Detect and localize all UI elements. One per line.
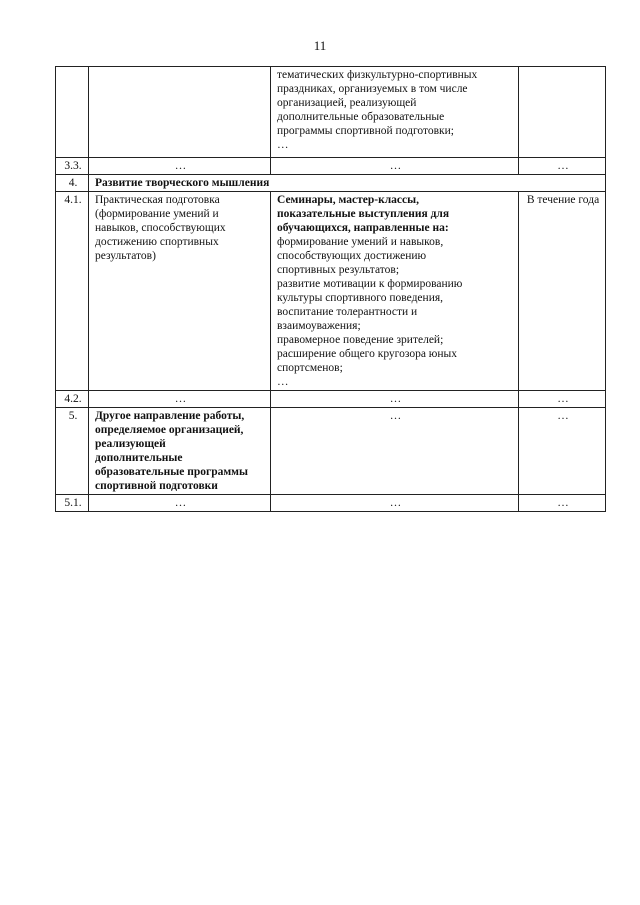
table-row-section-5: [56, 408, 606, 495]
direction-cell: [89, 67, 271, 158]
direction-cell: [89, 408, 271, 495]
page-number: 11: [313, 38, 327, 53]
forms-line: развитие мотивации к формированию: [277, 278, 463, 291]
table-row-4-2: [56, 391, 606, 408]
term-cell: В течение года: [519, 192, 606, 391]
row-number: 4.: [56, 175, 89, 192]
forms-cell: [271, 192, 519, 391]
row-number: 5.1.: [56, 495, 89, 512]
row-number: 4.2.: [56, 391, 89, 408]
direction-line: спортивной подготовки: [95, 480, 218, 493]
forms-line: формирование умений и навыков,: [277, 236, 444, 249]
forms-cell: …: [271, 391, 519, 408]
forms-line: правомерное поведение зрителей;: [277, 334, 444, 347]
direction-line: реализующей: [95, 438, 166, 451]
forms-line: культуры спортивного поведения,: [277, 292, 444, 305]
term-cell: …: [519, 391, 606, 408]
direction-line: определяемое организацией,: [95, 424, 244, 437]
table-row-5-1: [56, 495, 606, 512]
row-number: [56, 67, 89, 158]
direction-cell: …: [89, 391, 271, 408]
term-cell: …: [519, 158, 606, 175]
direction-line: навыков, способствующих: [95, 222, 226, 235]
table-row-3-3: [56, 158, 606, 175]
table-row-4-1: [56, 192, 606, 391]
table-row-continued: [56, 67, 606, 158]
forms-heading-line: показательные выступления для: [277, 208, 450, 221]
direction-line: Практическая подготовка: [95, 194, 220, 207]
plan-table: [55, 66, 606, 512]
forms-line: расширение общего кругозора юных: [277, 348, 458, 361]
forms-cell: …: [271, 158, 519, 175]
table-row-section-4: [56, 175, 606, 192]
forms-cell: [271, 67, 519, 158]
direction-line: достижению спортивных: [95, 236, 219, 249]
direction-line: (формирование умений и: [95, 208, 219, 221]
term-cell: …: [519, 495, 606, 512]
row-number: 3.3.: [56, 158, 89, 175]
forms-line: организацией, реализующей: [277, 97, 417, 110]
forms-line: спортивных результатов;: [277, 264, 400, 277]
forms-cell: …: [271, 408, 519, 495]
term-cell: [519, 67, 606, 158]
forms-line: взаимоуважения;: [277, 320, 361, 333]
direction-line: Другое направление работы,: [95, 410, 245, 423]
forms-cell: …: [271, 495, 519, 512]
direction-cell: …: [89, 495, 271, 512]
forms-line: воспитание толерантности и: [277, 306, 418, 319]
forms-line: программы спортивной подготовки;: [277, 125, 454, 138]
row-number: 5.: [56, 408, 89, 495]
term-cell: …: [519, 408, 606, 495]
forms-line: праздниках, организуемых в том числе: [277, 83, 468, 96]
forms-heading-line: Семинары, мастер-классы,: [277, 194, 419, 207]
direction-line: образовательные программы: [95, 466, 248, 479]
section-title: Развитие творческого мышления: [89, 175, 606, 192]
direction-line: результатов): [95, 250, 156, 263]
forms-line: тематических физкультурно-спортивных: [277, 69, 478, 81]
forms-heading-line: обучающихся, направленные на:: [277, 222, 449, 235]
direction-cell: …: [89, 158, 271, 175]
row-number: 4.1.: [56, 192, 89, 391]
direction-line: дополнительные: [95, 452, 183, 465]
forms-line: …: [277, 376, 289, 389]
forms-line: дополнительные образовательные: [277, 111, 445, 124]
forms-line: …: [277, 139, 289, 152]
direction-cell: [89, 192, 271, 391]
forms-line: спортсменов;: [277, 362, 343, 375]
forms-line: способствующих достижению: [277, 250, 427, 263]
